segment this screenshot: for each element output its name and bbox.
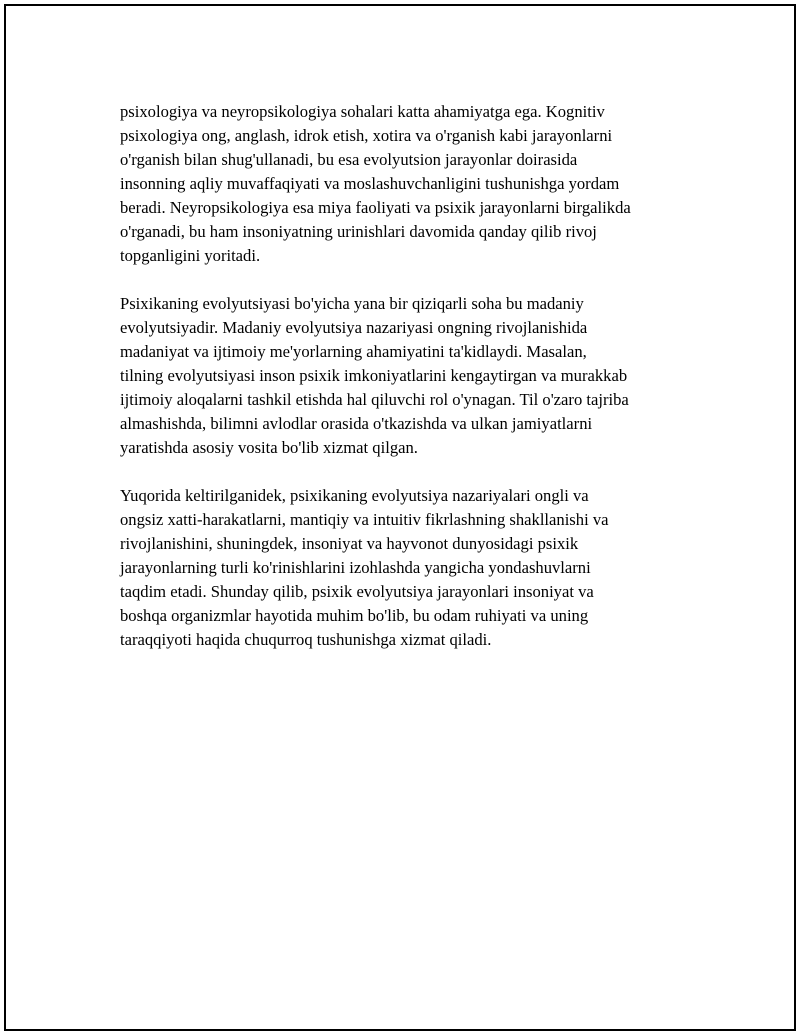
text-line: ijtimoiy aloqalarni tashkil etishda hal qiluvchi rol o'ynagan. Til o'zaro tajriba [120, 390, 629, 409]
text-line: madaniyat va ijtimoiy me'yorlarning ahamiyatini ta'kidlaydi. Masalan, [120, 342, 587, 361]
text-line: psixologiya va neyropsikologiya sohalari katta ahamiyatga ega. Kognitiv [120, 102, 605, 121]
text-line: topganligini yoritadi. [120, 246, 261, 265]
text-line: tilning evolyutsiyasi inson psixik imkoniyatlarini kengaytirgan va murakkab [120, 366, 628, 385]
paragraph-2 [120, 292, 720, 460]
text-line: evolyutsiyadir. Madaniy evolyutsiya nazariyasi ongning rivojlanishida [120, 318, 588, 337]
text-line: psixologiya ong, anglash, idrok etish, xotira va o'rganish kabi jarayonlarni [120, 126, 613, 145]
text-line: rivojlanishini, shuningdek, insoniyat va hayvonot dunyosidagi psixik [120, 534, 579, 553]
text-line: yaratishda asosiy vosita bo'lib xizmat qilgan. [120, 438, 418, 457]
text-line: beradi. Neyropsikologiya esa miya faoliyati va psixik jarayonlarni birgalikda [120, 198, 631, 217]
paragraph-3 [120, 484, 720, 652]
text-line: ongsiz xatti-harakatlarni, mantiqiy va intuitiv fikrlashning shakllanishi va [120, 510, 609, 529]
text-line: o'rganadi, bu ham insoniyatning urinishlari davomida qanday qilib rivoj [120, 222, 597, 241]
text-line: taqdim etadi. Shunday qilib, psixik evolyutsiya jarayonlari insoniyat va [120, 582, 594, 601]
page-frame [4, 4, 796, 1031]
text-line: boshqa organizmlar hayotida muhim bo'lib, bu odam ruhiyati va uning [120, 606, 589, 625]
text-line: Yuqorida keltirilganidek, psixikaning evolyutsiya nazariyalari ongli va [120, 486, 589, 505]
text-line: o'rganish bilan shug'ullanadi, bu esa evolyutsion jarayonlar doirasida [120, 150, 578, 169]
document-body [120, 100, 720, 676]
text-line: Psixikaning evolyutsiyasi bo'yicha yana bir qiziqarli soha bu madaniy [120, 294, 584, 313]
paragraph-1 [120, 100, 720, 268]
text-line: insonning aqliy muvaffaqiyati va moslashuvchanligini tushunishga yordam [120, 174, 620, 193]
text-line: taraqqiyoti haqida chuqurroq tushunishga xizmat qiladi. [120, 630, 492, 649]
text-line: jarayonlarning turli ko'rinishlarini izohlashda yangicha yondashuvlarni [120, 558, 591, 577]
text-line: almashishda, bilimni avlodlar orasida o'tkazishda va ulkan jamiyatlarni [120, 414, 593, 433]
